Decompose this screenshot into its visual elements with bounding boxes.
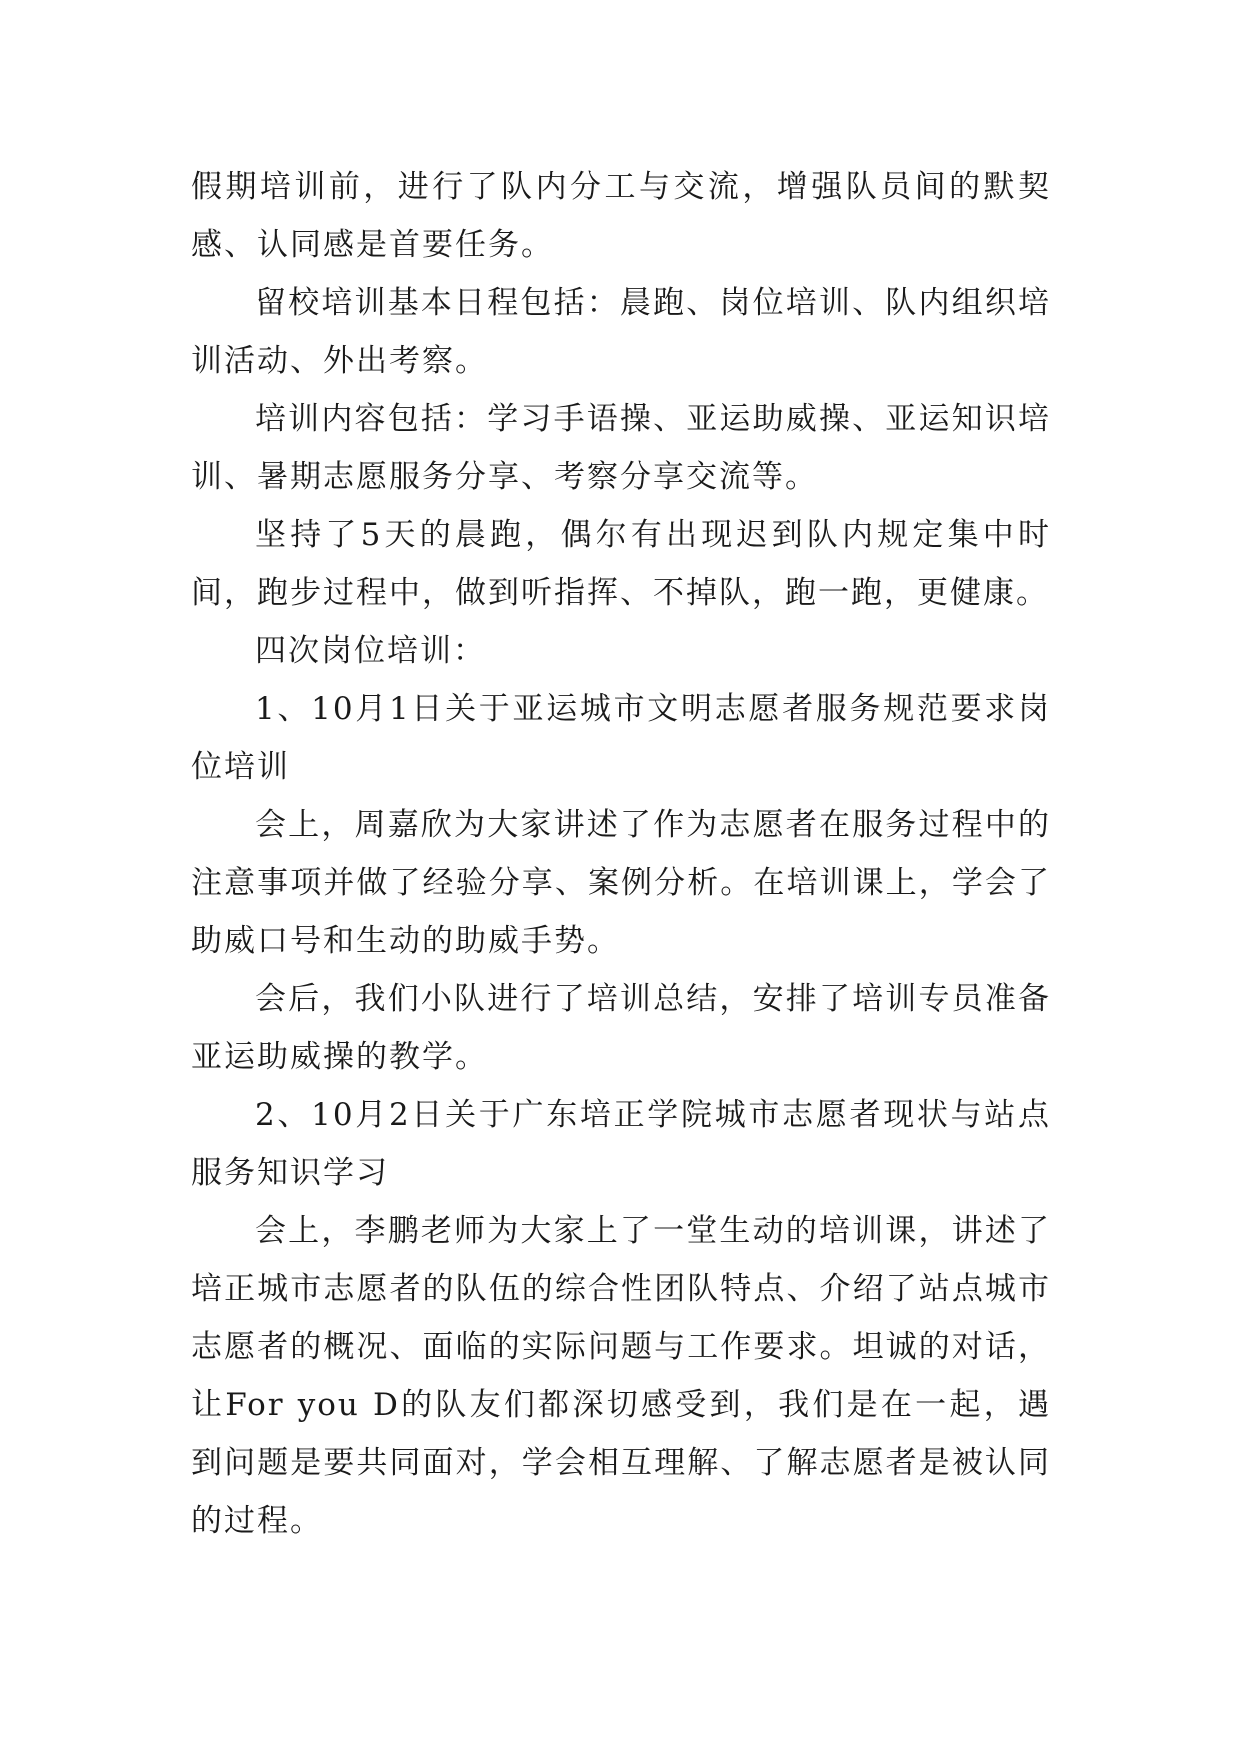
paragraph: 会上，周嘉欣为大家讲述了作为志愿者在服务过程中的注意事项并做了经验分享、案例分析。在培训课上，学会了助威口号和生动的助威手势。 <box>191 807 1051 959</box>
paragraph: 2、10月2日关于广东培正学院城市志愿者现状与站点服务知识学习 <box>191 1097 1051 1191</box>
paragraph: 留校培训基本日程包括：晨跑、岗位培训、队内组织培训活动、外出考察。 <box>191 285 1051 379</box>
paragraph: 假期培训前，进行了队内分工与交流，增强队员间的默契感、认同感是首要任务。 <box>191 169 1051 263</box>
paragraph: 会上，李鹏老师为大家上了一堂生动的培训课，讲述了培正城市志愿者的队伍的综合性团队特点、介绍了站点城市志愿者的概况、面临的实际问题与工作要求。坦诚的对话，让For you D的队友们都深切感受到，我们是在一起，遇到问题是要共同面对，学会相互理解、了解志愿者是被认同的过程。 <box>191 1213 1051 1539</box>
paragraph: 会后，我们小队进行了培训总结，安排了培训专员准备亚运助威操的教学。 <box>191 981 1051 1075</box>
document-body <box>191 158 1051 1550</box>
paragraph: 培训内容包括：学习手语操、亚运助威操、亚运知识培训、暑期志愿服务分享、考察分享交流等。 <box>191 401 1051 495</box>
paragraph: 1、10月1日关于亚运城市文明志愿者服务规范要求岗位培训 <box>191 691 1051 785</box>
paragraph: 坚持了5天的晨跑，偶尔有出现迟到队内规定集中时间，跑步过程中，做到听指挥、不掉队，跑一跑，更健康。 <box>191 517 1051 611</box>
paragraph: 四次岗位培训： <box>255 633 486 669</box>
